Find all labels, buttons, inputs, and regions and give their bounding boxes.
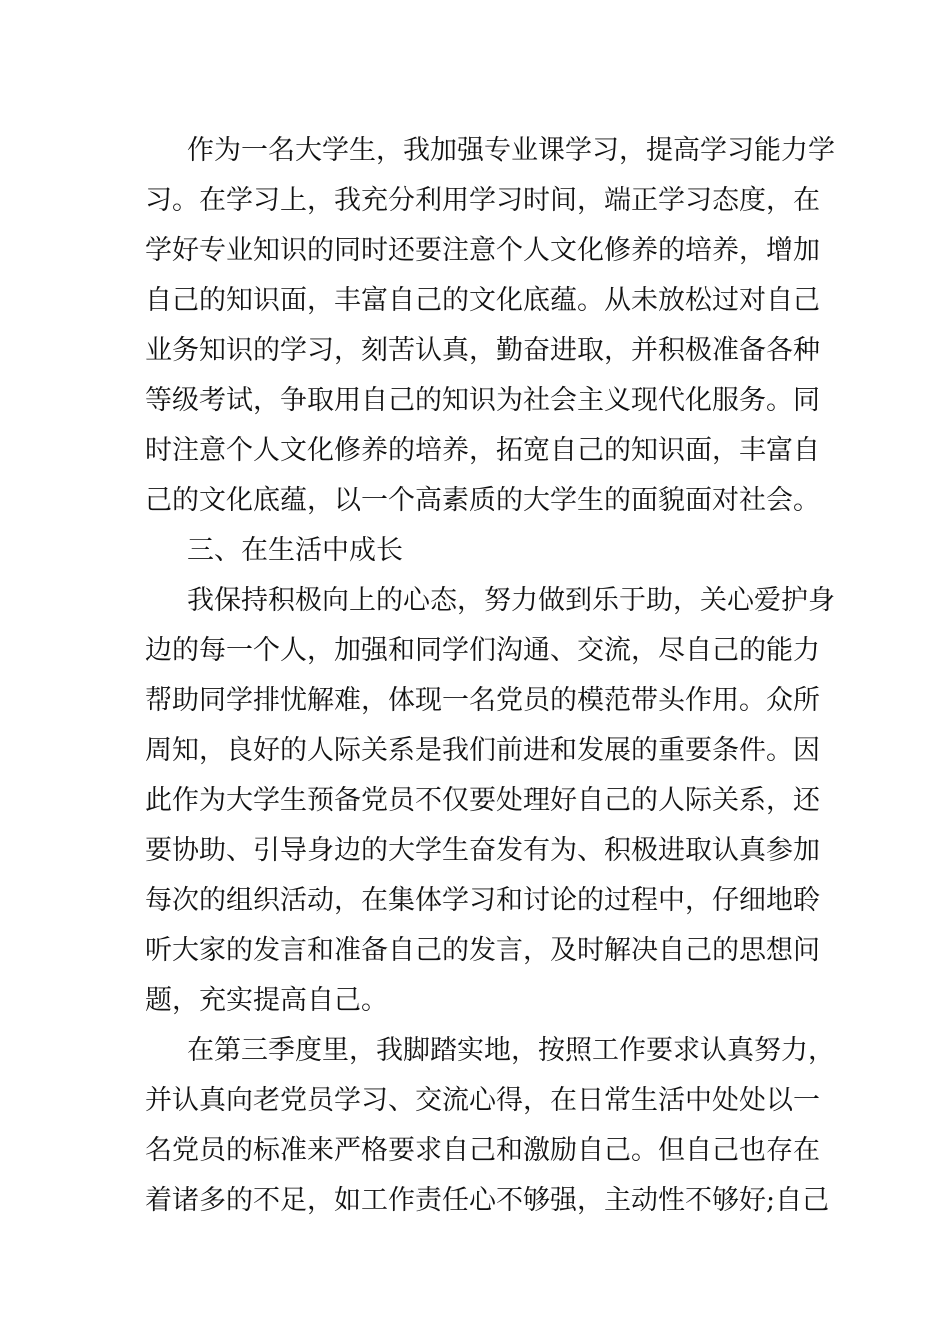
paragraph-study-line: 作为一名大学生，我加强专业课学习，提高学习能力学 [187,135,835,166]
paragraph-life-line: 周知，良好的人际关系是我们前进和发展的重要条件。因 [145,735,820,766]
paragraph-summary-line: 名党员的标准来严格要求自己和激励自己。但自己也存在 [145,1135,820,1166]
paragraph-life-line: 每次的组织活动，在集体学习和讨论的过程中，仔细地聆 [145,885,820,916]
paragraph-summary-line: 着诸多的不足，如工作责任心不够强，主动性不够好;自己 [145,1185,830,1216]
paragraph-study-line: 时注意个人文化修养的培养，拓宽自己的知识面，丰富自 [145,435,820,466]
paragraph-summary-line: 并认真向老党员学习、交流心得，在日常生活中处处以一 [145,1085,820,1116]
paragraph-life-line: 此作为大学生预备党员不仅要处理好自己的人际关系，还 [145,785,820,816]
paragraph-study-line: 习。在学习上，我充分利用学习时间，端正学习态度，在 [145,185,820,216]
paragraph-study-line: 业务知识的学习，刻苦认真，勤奋进取，并积极准备各种 [145,335,820,366]
paragraph-summary-line: 在第三季度里，我脚踏实地，按照工作要求认真努力， [187,1035,835,1066]
section-heading: 三、在生活中成长 [187,535,403,566]
paragraph-study-line: 自己的知识面，丰富自己的文化底蕴。从未放松过对自己 [145,285,820,316]
paragraph-life-line: 要协助、引导身边的大学生奋发有为、积极进取认真参加 [145,835,820,866]
paragraph-study-line: 己的文化底蕴，以一个高素质的大学生的面貌面对社会。 [145,485,820,516]
paragraph-life-line: 我保持积极向上的心态，努力做到乐于助，关心爱护身 [187,585,835,616]
paragraph-study-line: 等级考试，争取用自己的知识为社会主义现代化服务。同 [145,385,820,416]
paragraph-life-line: 边的每一个人，加强和同学们沟通、交流，尽自己的能力 [145,635,820,666]
paragraph-life-line: 听大家的发言和准备自己的发言，及时解决自己的思想问 [145,935,820,966]
paragraph-life-line: 题，充实提高自己。 [145,985,388,1016]
paragraph-life-line: 帮助同学排忧解难，体现一名党员的模范带头作用。众所 [145,685,820,716]
paragraph-study-line: 学好专业知识的同时还要注意个人文化修养的培养，增加 [145,235,820,266]
